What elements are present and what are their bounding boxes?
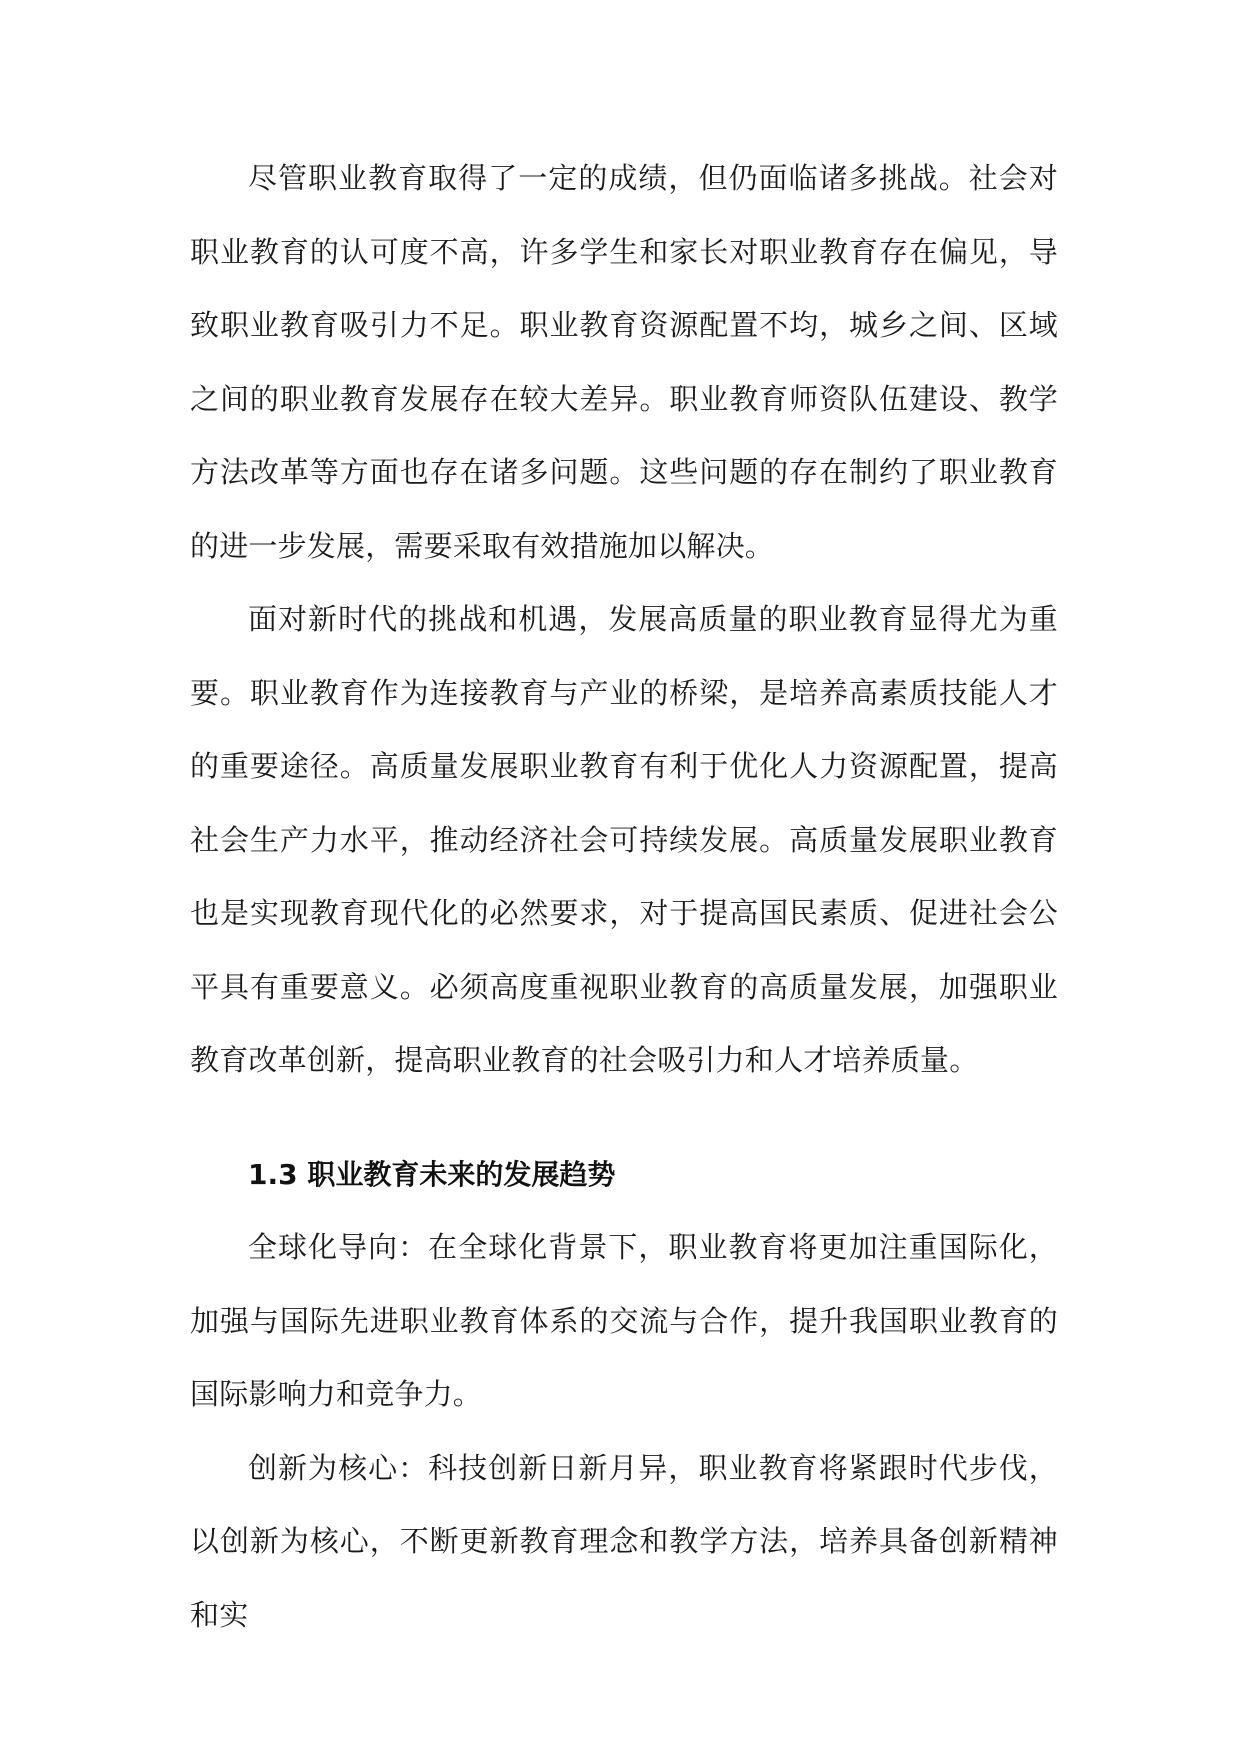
- document-body: [190, 142, 1058, 1652]
- section-heading: 1.3 职业教育未来的发展趋势: [248, 1157, 616, 1191]
- paragraph-innovation: 创新为核心：科技创新日新月异，职业教育将紧跟时代步伐，以创新为核心，不断更新教育理念和教学方法，培养具备创新精神和实: [190, 1450, 1058, 1632]
- paragraph-importance: 面对新时代的挑战和机遇，发展高质量的职业教育显得尤为重要。职业教育作为连接教育与产业的桥梁，是培养高素质技能人才的重要途径。高质量发展职业教育有利于优化人力资源配置，提高社会生产力水平，推动经济社会可持续发展。高质量发展职业教育也是实现教育现代化的必然要求，对于提高国民素质、促进社会公平具有重要意义。必须高度重视职业教育的高质量发展，加强职业教育改革创新，提高职业教育的社会吸引力和人才培养质量。: [190, 602, 1058, 1077]
- paragraph-challenges: 尽管职业教育取得了一定的成绩，但仍面临诸多挑战。社会对职业教育的认可度不高，许多学生和家长对职业教育存在偏见，导致职业教育吸引力不足。职业教育资源配置不均，城乡之间、区域之间的职业教育发展存在较大差异。职业教育师资队伍建设、教学方法改革等方面也存在诸多问题。这些问题的存在制约了职业教育的进一步发展，需要采取有效措施加以解决。: [190, 161, 1058, 563]
- paragraph-globalization: 全球化导向：在全球化背景下，职业教育将更加注重国际化，加强与国际先进职业教育体系的交流与合作，提升我国职业教育的国际影响力和竞争力。: [190, 1230, 1058, 1411]
